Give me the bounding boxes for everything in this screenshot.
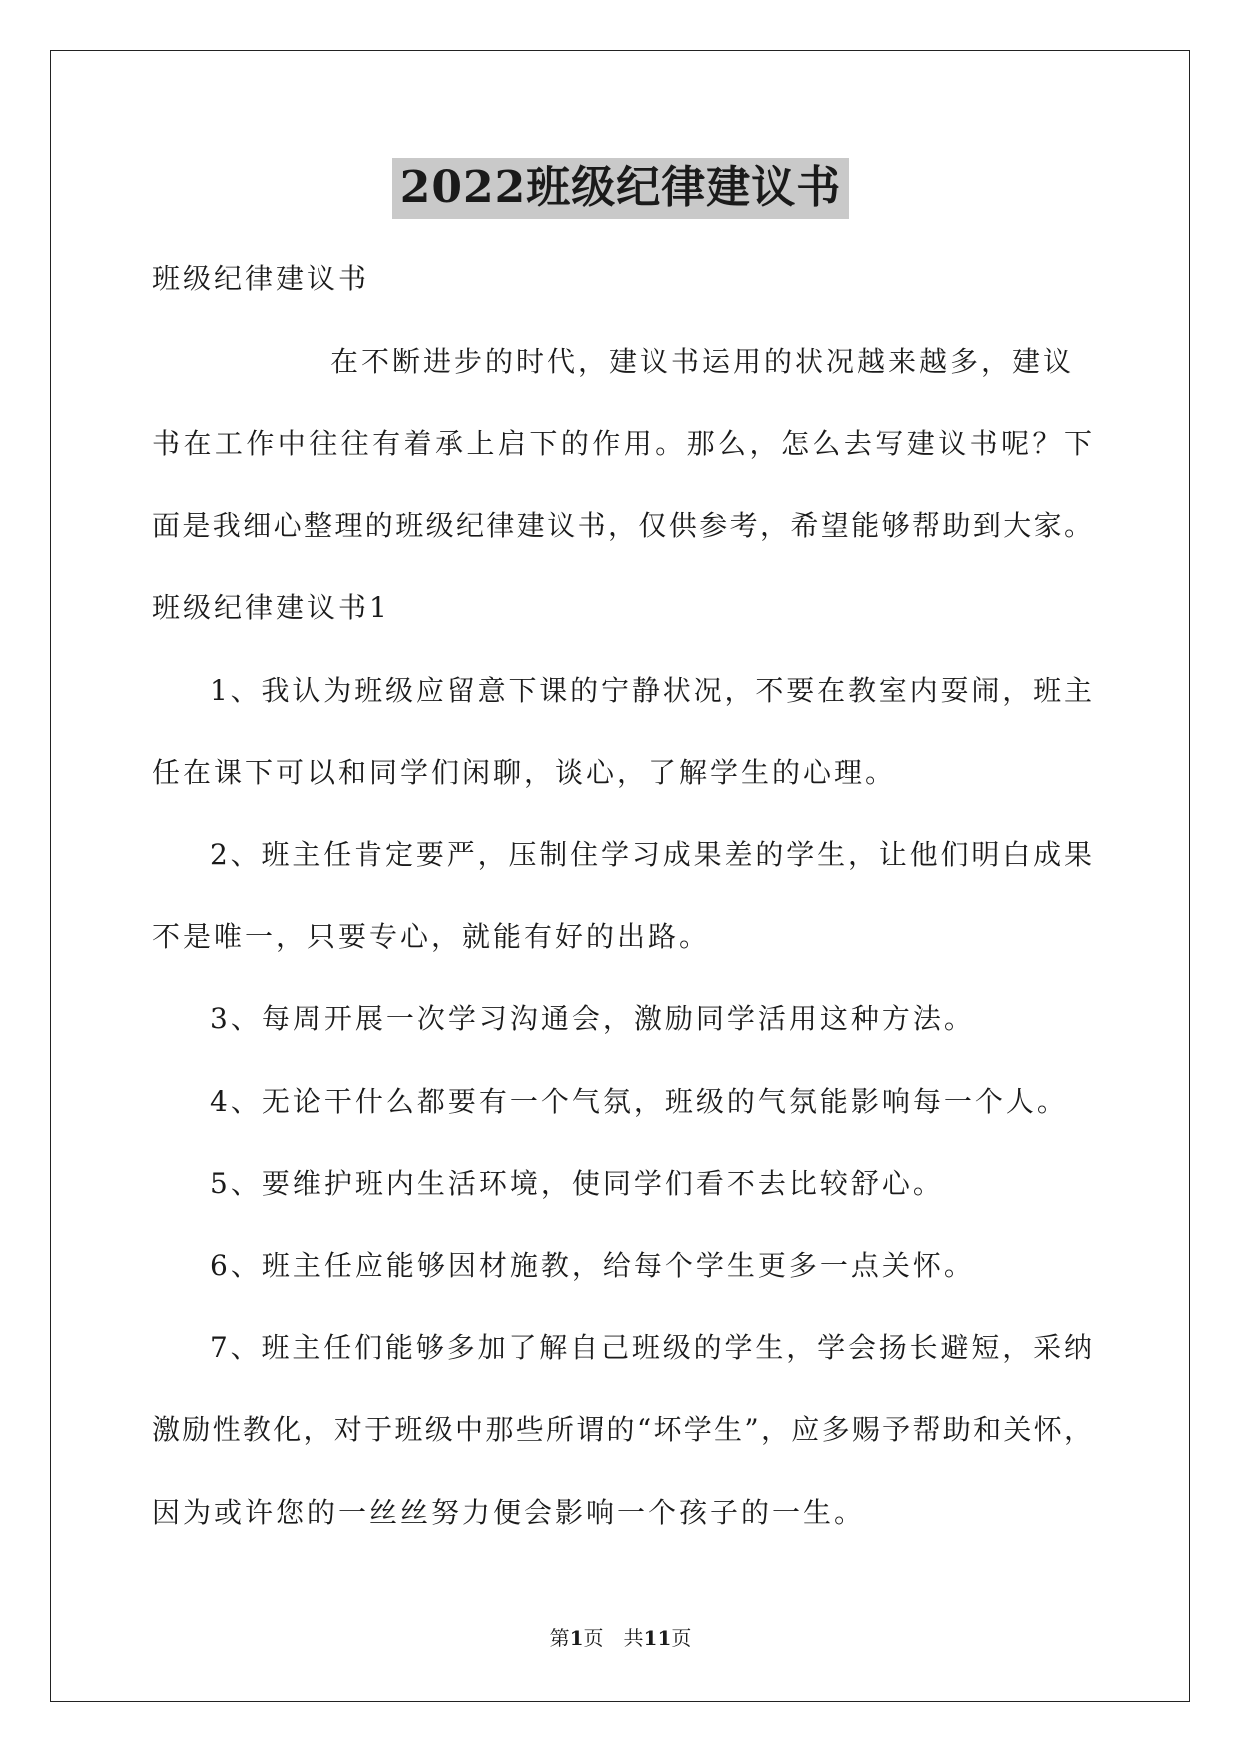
item-1-line-1: 1、我认为班级应留意下课的宁静状况，不要在教室内耍闹，班主	[210, 674, 1092, 707]
total-suffix: 页	[671, 1626, 692, 1650]
item-2-line-1: 2、班主任肯定要严，压制住学习成果差的学生，让他们明白成果	[210, 838, 1092, 871]
item-4: 4、无论干什么都要有一个气氛，班级的气氛能影响每一个人。	[210, 1085, 1068, 1118]
page-total: 11	[643, 1626, 672, 1650]
intro-line-1: 在不断进步的时代，建议书运用的状况越来越多，建议	[330, 345, 1075, 378]
total-prefix: 共	[623, 1626, 644, 1650]
item-7-line-3: 因为或许您的一丝丝努力便会影响一个孩子的一生。	[152, 1496, 866, 1529]
page-prefix: 第	[549, 1626, 570, 1650]
document-title: 2022班级纪律建议书	[392, 158, 849, 219]
item-1-line-2: 任在课下可以和同学们闲聊，谈心，了解学生的心理。	[152, 756, 897, 789]
item-2-line-2: 不是唯一，只要专心，就能有好的出路。	[152, 920, 711, 953]
item-5: 5、要维护班内生活环境，使同学们看不去比较舒心。	[210, 1167, 944, 1200]
item-7-line-2: 激励性教化，对于班级中那些所谓的“坏学生”，应多赐予帮助和关怀，	[152, 1413, 1092, 1446]
subtitle: 班级纪律建议书	[152, 262, 370, 295]
item-7-line-1: 7、班主任们能够多加了解自己班级的学生，学会扬长避短，采纳	[210, 1331, 1092, 1364]
intro-line-2: 书在工作中往往有着承上启下的作用。那么，怎么去写建议书呢？下	[152, 427, 1092, 460]
item-6: 6、班主任应能够因材施教，给每个学生更多一点关怀。	[210, 1249, 975, 1282]
item-3: 3、每周开展一次学习沟通会，激励同学活用这种方法。	[210, 1002, 975, 1035]
title-container	[0, 158, 1241, 219]
intro-line-3: 面是我细心整理的班级纪律建议书，仅供参考，希望能够帮助到大家。	[152, 509, 1092, 542]
page-footer	[0, 1626, 1241, 1650]
section-heading: 班级纪律建议书1	[152, 591, 390, 624]
page-suffix: 页	[583, 1626, 604, 1650]
page-current: 1	[569, 1626, 584, 1650]
